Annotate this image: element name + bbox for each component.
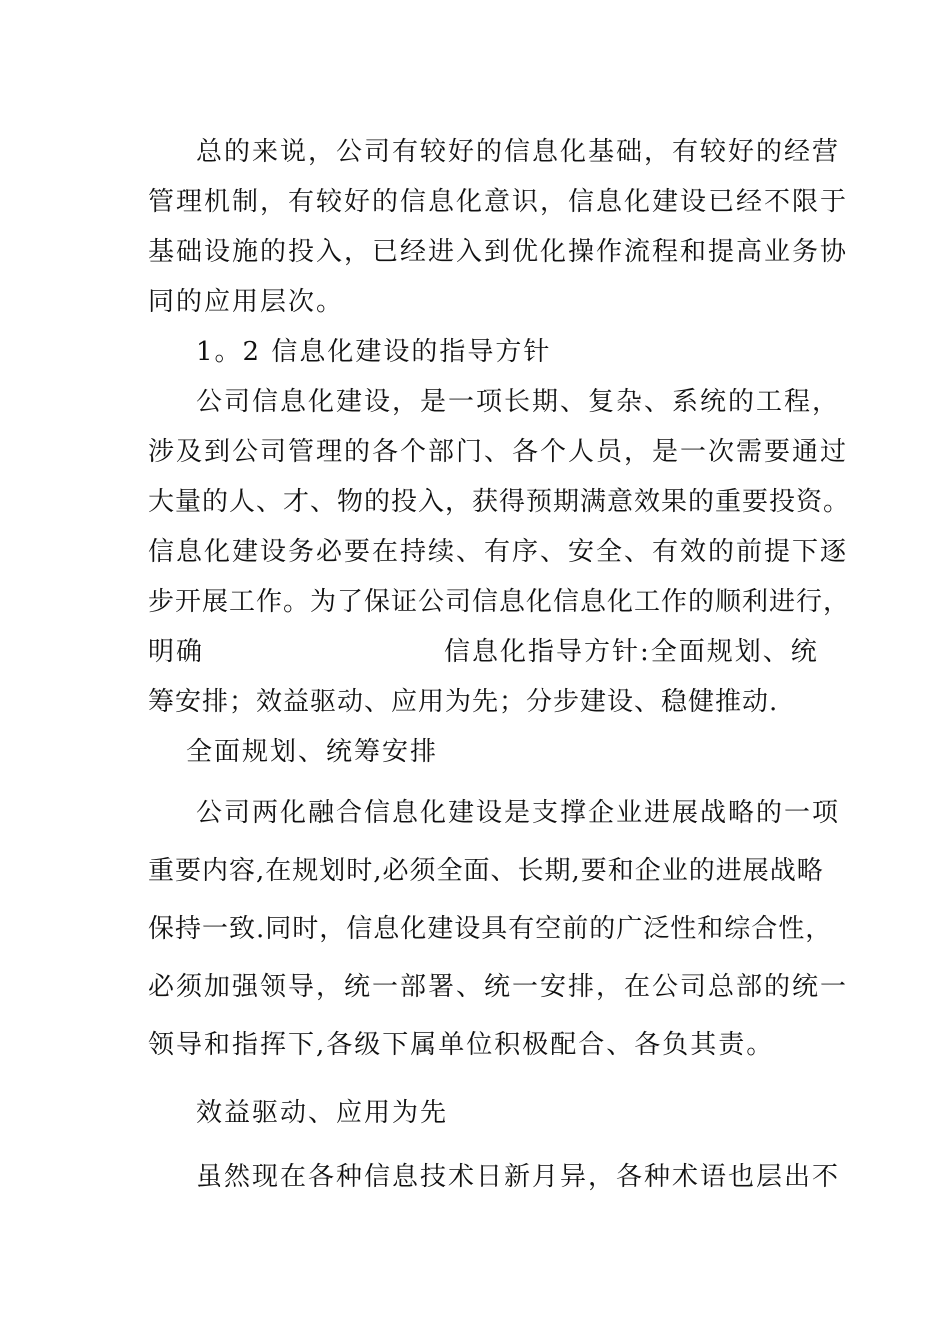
paragraph-line: 公司信息化建设，是一项长期、复杂、系统的工程， [196,387,841,417]
paragraph-line: 领导和指挥下,各级下属单位积极配合、各负其责。 [148,1030,775,1060]
paragraph-line: 同的应用层次。 [148,287,345,317]
paragraph-line: 管理机制，有较好的信息化意识，信息化建设已经不限于 [148,187,849,217]
paragraph-line: 筹安排；效益驱动、应用为先；分步建设、稳健推动. [148,687,779,717]
paragraph-line: 大量的人、才、物的投入，获得预期满意效果的重要投资。 [148,487,851,517]
paragraph-line: 信息化建设务必要在持续、有序、安全、有效的前提下逐 [148,537,849,567]
paragraph-line: 总的来说，公司有较好的信息化基础，有较好的经营 [196,137,841,167]
paragraph-line-split [148,636,819,668]
paragraph-line: 必须加强领导，统一部署、统一安排，在公司总部的统一 [148,972,849,1002]
subsection-heading: 效益驱动、应用为先 [196,1098,449,1128]
paragraph-fragment: 信息化指导方针:全面规划、统 [444,637,819,667]
paragraph-line: 重要内容,在规划时,必须全面、长期,要和企业的进展战略 [148,856,824,886]
paragraph-line: 步开展工作。为了保证公司信息化信息化工作的顺利进行， [148,587,851,617]
paragraph-line: 公司两化融合信息化建设是支撑企业进展战略的一项 [196,798,841,828]
subsection-heading: 全面规划、统筹安排 [186,737,439,767]
paragraph-line: 保持一致.同时，信息化建设具有空前的广泛性和综合性， [148,914,833,944]
section-heading: 1。2 信息化建设的指导方针 [196,337,552,367]
paragraph-line: 基础设施的投入，已经进入到优化操作流程和提高业务协 [148,237,849,267]
paragraph-line: 虽然现在各种信息技术日新月异，各种术语也层出不 [196,1162,841,1192]
paragraph-line: 涉及到公司管理的各个部门、各个人员，是一次需要通过 [148,437,849,467]
paragraph-fragment: 明确 [148,637,205,667]
